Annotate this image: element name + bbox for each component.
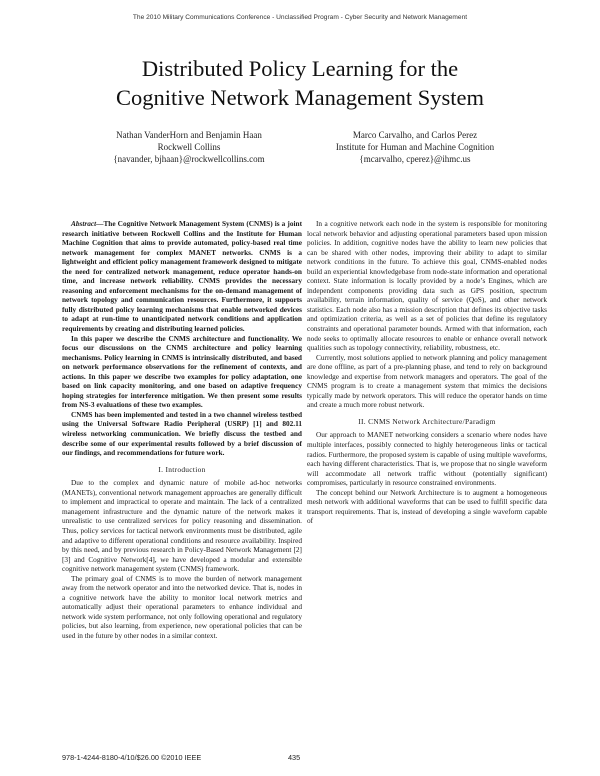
conference-header: The 2010 Military Communications Conference - Unclassified Program - Cyber Security and Network Management xyxy=(132,14,468,21)
paper-title xyxy=(0,54,600,112)
intro-paragraph-2: The primary goal of CNMS is to move the burden of network management away from the network operator and into the networked device. That is, nodes in a cognitive network have the ability to monitor local network metrics and automatically adjust their operational parameters to enhance individual and network wide system performance, not only following operational and regulatory policies, but also learning, from experience, new operational policies that can be used in the future by other nodes in a similar context. xyxy=(62,573,302,640)
right-column xyxy=(307,219,547,526)
page-number: 435 xyxy=(288,753,301,762)
title-line-2: Cognitive Network Management System xyxy=(115,85,485,110)
arch-paragraph-2: The concept behind our Network Architecture is to augment a homogeneous mesh network with additional waveforms that can be used to fulfill specific data transport requirements. That is, instead of developing a single waveform capable of xyxy=(307,487,547,526)
author-names: Nathan VanderHorn and Benjamin Haan xyxy=(116,130,262,140)
author-block-left xyxy=(64,129,314,165)
arch-paragraph-1: Our approach to MANET networking considers a scenario where nodes have multiple interfaces, possibly connected to highly heterogeneous links or tactical radios. Furthermore, the proposed system is capable of using multiple waveforms, each having different characteristics. That is, we propose that no single waveform will accommodate all network traffic without (potentially significant) compromises, particularly in resource constrained environments. xyxy=(307,430,547,488)
author-block-right xyxy=(300,129,530,165)
abstract-paragraph xyxy=(62,219,302,334)
author-email: {mcarvalho, cperez}@ihmc.us xyxy=(359,154,471,164)
author-names: Marco Carvalho, and Carlos Perez xyxy=(352,130,478,140)
left-column xyxy=(62,219,302,641)
intro-paragraph-3: In a cognitive network each node in the system is responsible for monitoring local network behavior and adjusting operational parameters based upon mission policies. In addition, cognitive nodes have the ability to learn new policies that can be shared with other nodes, improving their ability to adapt to similar network conditions in the future. To achieve this goal, CNMS-enabled nodes build an experiential knowledgebase from node-state information and operational context. State information is locally provided by a node’s Engines, which are independent components providing data such as GPS position, spectrum availability, terrain information, quality of service (QoS), and other network statistics. Each node also has a mission description that defines its objective tasks and optimization criteria, as well as a set of policies that define its regulatory constraints and operational parameter bounds. Armed with that information, each node seeks to optimally allocate resources to enable or enhance overall network qualities such as topology connectivity, reliability, robustness, etc. xyxy=(307,219,547,353)
abstract-text: —The Cognitive Network Management System (CNMS) is a joint research initiative between Rockwell Collins and the Institute for Human Machine Cognition that aims to provide automated, policy-based real time network management for complex MANET networks. CNMS is a lightweight and efficient policy management framework designed to mitigate the need for centralized network management, reduce operator hands-on time, and increase network reliability. CNMS provides the necessary reasoning and enforcement mechanisms for the on-demand management of network topology and communication resources. Furthermore, it supports fully distributed policy learning mechanisms that enable networked devices to adapt at run-time to unanticipated network conditions and application requirements by creating and distributing learned policies. xyxy=(62,219,302,334)
intro-paragraph-4: Currently, most solutions applied to network planning and policy management are done offline, as part of a pre-planning phase, and tend to rely on background knowledge and expertise from network managers and operators. The goal of the CNMS program is to create a management system that mimics the decisions typically made by network operators. This will reduce the operator hands on time and create a much more robust network. xyxy=(307,352,547,410)
abstract-paragraph-2: In this paper we describe the CNMS architecture and functionality. We focus our discussions on the CNMS architecture and policy learning mechanisms. Policy learning in CNMS is intrinsically distributed, and based on network performance observations for the refinement of contexts, and actions. In this paper we describe two examples for policy adaptation, one based on link capacity monitoring, and one based on adaptive frequency hoping strategies for interference mitigation. We then present some results from NS-3 evaluations of these two examples. xyxy=(62,333,302,410)
footer-isbn: 978-1-4244-8180-4/10/$26.00 ©2010 IEEE xyxy=(62,753,202,762)
title-line-1: Distributed Policy Learning for the xyxy=(141,56,459,81)
abstract-paragraph-3: CNMS has been implemented and tested in a two channel wireless testbed using the Universal Software Radio Peripheral (USRP) [1] and 802.11 wireless networking communication. We briefly discuss the testbed and describe some of our experimental results followed by a brief discussion of our findings, and recommendations for future work. xyxy=(62,409,302,458)
author-affiliation: Institute for Human and Machine Cognition xyxy=(335,142,495,152)
author-affiliation: Rockwell Collins xyxy=(157,142,221,152)
section-heading-architecture: II. CNMS Network Architecture/Paradigm xyxy=(358,416,496,426)
author-email: {navander, bjhaan}@rockwellcollins.com xyxy=(113,154,265,164)
abstract-label: Abstract xyxy=(71,219,97,228)
section-heading-introduction: I. Introduction xyxy=(158,464,206,474)
intro-paragraph-1: Due to the complex and dynamic nature of mobile ad-hoc networks (MANETs), conventional network management approaches are generally difficult to implement and impractical to operate and maintain. The lack of a centralized management infrastructure and the dynamic nature of the network makes it unrealistic to use centralized services for policy reasoning and dissemination. Thus, policy services for tactical network environments must be distributed, agile and adaptive to different operational conditions and resource availability. Inspired by this need, and by previous research in Policy-Based Network Management [2] [3] and Cognitive Network[4], we have developed a modular and extensible cognitive network management system (CNMS) framework. xyxy=(62,478,302,574)
